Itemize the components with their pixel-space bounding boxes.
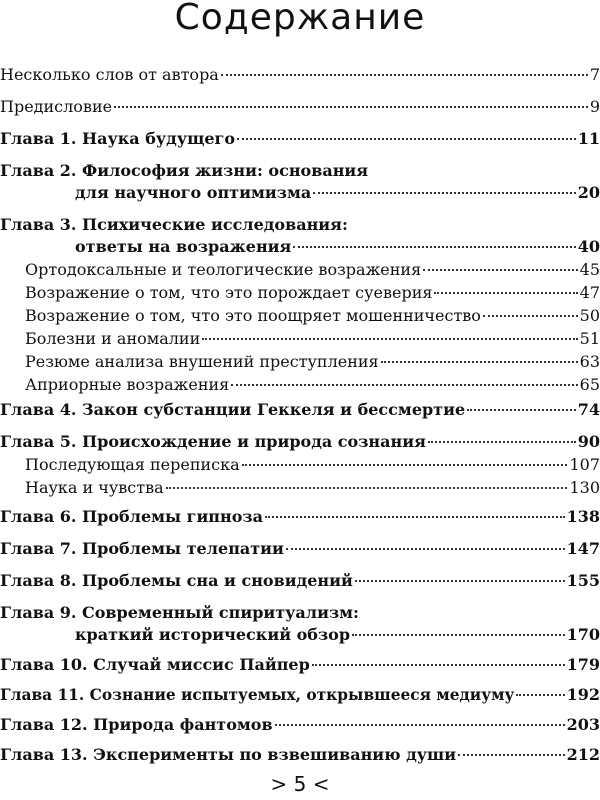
toc-entry-title: Последующая переписка (25, 455, 240, 474)
dot-leader (428, 441, 576, 443)
dot-leader (242, 464, 568, 466)
toc-entry-title: Глава 13. Эксперименты по взвешиванию души (0, 745, 457, 764)
toc-entry-title: Глава 3. Психические исследования: (0, 215, 348, 234)
dot-leader (467, 409, 576, 411)
toc-entry-page: 212 (566, 745, 600, 764)
dot-leader (312, 664, 565, 666)
toc-chapter (0, 214, 600, 236)
toc-chapter (0, 570, 600, 592)
toc-chapter (0, 160, 600, 182)
toc-entry-title: Глава 4. Закон субстанции Геккеля и бессмертие (0, 400, 466, 419)
toc-entry-title: Возражение о том, что это порождает суеверия (25, 283, 433, 302)
toc-entry-title: Глава 12. Природа фантомов (0, 715, 273, 734)
dot-leader (352, 634, 565, 636)
toc-subentry (25, 477, 600, 499)
dot-leader (231, 384, 577, 386)
toc-entry-title-continued: для научного оптимизма (75, 183, 312, 202)
toc-entry-page: 50 (579, 306, 600, 325)
dot-leader (293, 246, 575, 248)
toc-entry-title: Глава 5. Происхождение и природа сознания (0, 432, 426, 451)
toc-entry-page: 203 (566, 715, 600, 734)
dot-leader (202, 338, 577, 340)
dot-leader (483, 315, 578, 317)
toc-entry-title: Предисловие (0, 97, 113, 116)
toc-entry-page: 130 (569, 478, 600, 497)
toc-chapter (0, 684, 600, 706)
dot-leader (265, 516, 565, 518)
dot-leader (237, 138, 576, 140)
toc-chapter (0, 431, 600, 453)
dot-leader (434, 292, 577, 294)
toc-entry-title: Глава 2. Философия жизни: основания (0, 161, 369, 180)
toc-entry-title: Глава 6. Проблемы гипноза (0, 507, 263, 526)
toc-entry-page: 63 (579, 352, 600, 371)
toc-entry-title: Болезни и аномалии (25, 329, 201, 348)
toc-entry-page: 11 (577, 129, 600, 148)
page-number: > 5 < (270, 772, 330, 796)
toc-entry-page: 138 (566, 507, 600, 526)
toc-entry-page: 74 (577, 400, 600, 419)
toc-entry-page: 20 (577, 183, 600, 202)
dot-leader (286, 548, 565, 550)
toc-entry-page: 107 (569, 455, 600, 474)
toc-chapter (0, 744, 600, 766)
toc-entry-page: 7 (589, 65, 600, 84)
toc-entry-title: Ортодоксальные и теологические возражения (25, 260, 422, 279)
toc-entry (0, 64, 600, 86)
dot-leader (221, 74, 588, 76)
toc-subentry (25, 351, 600, 373)
toc-entry-title: Глава 10. Случай миссис Пайпер (0, 655, 310, 674)
toc-subentry (25, 305, 600, 327)
page-title: Содержание (174, 0, 426, 38)
toc-entry-page: 51 (579, 329, 600, 348)
toc-entry-page: 65 (579, 375, 600, 394)
toc-entry-title: Наука и чувства (25, 478, 164, 497)
dot-leader (458, 754, 565, 756)
toc-entry-title: Априорные возражения (25, 375, 230, 394)
toc-entry-title: Глава 9. Современный спиритуализм: (0, 603, 359, 622)
toc-chapter (0, 128, 600, 150)
toc-subentry (25, 328, 600, 350)
toc-entry-page: 90 (577, 432, 600, 451)
toc-entry-page: 47 (579, 283, 600, 302)
toc-entry-title: Глава 11. Сознание испытуемых, открывшееся медиуму (0, 686, 515, 704)
dot-leader (355, 580, 565, 582)
toc-subentry (25, 454, 600, 476)
toc-entry-title: Резюме анализа внушений преступления (25, 352, 379, 371)
toc-entry-page: 155 (566, 571, 600, 590)
toc-entry-page: 192 (566, 685, 600, 704)
dot-leader (114, 106, 588, 108)
dot-leader (516, 694, 564, 696)
toc-chapter (0, 506, 600, 528)
toc-chapter (0, 654, 600, 676)
toc-entry-title: Глава 8. Проблемы сна и сновидений (0, 571, 353, 590)
toc-entry-title-continued: краткий исторический обзор (75, 625, 351, 644)
dot-leader (423, 269, 577, 271)
toc-chapter (0, 602, 600, 624)
toc-subentry (25, 282, 600, 304)
toc-chapter-continuation (75, 236, 600, 258)
toc-entry-title: Глава 1. Наука будущего (0, 129, 236, 148)
toc-chapter-continuation (75, 182, 600, 204)
toc-entry-title: Несколько слов от автора (0, 65, 219, 84)
toc-subentry (25, 259, 600, 281)
dot-leader (275, 724, 565, 726)
dot-leader (381, 361, 578, 363)
dot-leader (166, 487, 568, 489)
toc-chapter-continuation (75, 624, 600, 646)
toc-chapter (0, 399, 600, 421)
toc-entry-page: 170 (566, 625, 600, 644)
toc-entry-page: 40 (577, 237, 600, 256)
toc-chapter (0, 714, 600, 736)
toc-entry-title: Глава 7. Проблемы телепатии (0, 539, 284, 558)
dot-leader (313, 192, 576, 194)
toc-entry (0, 96, 600, 118)
toc-entry-page: 9 (589, 97, 600, 116)
toc-entry-title: Возражение о том, что это поощряет мошенничество (25, 306, 481, 325)
toc-subentry (25, 374, 600, 396)
toc-entry-page: 45 (579, 260, 600, 279)
toc-entry-page: 147 (566, 539, 600, 558)
toc-entry-page: 179 (566, 655, 600, 674)
toc-chapter (0, 538, 600, 560)
toc-entry-title-continued: ответы на возражения (75, 237, 292, 256)
